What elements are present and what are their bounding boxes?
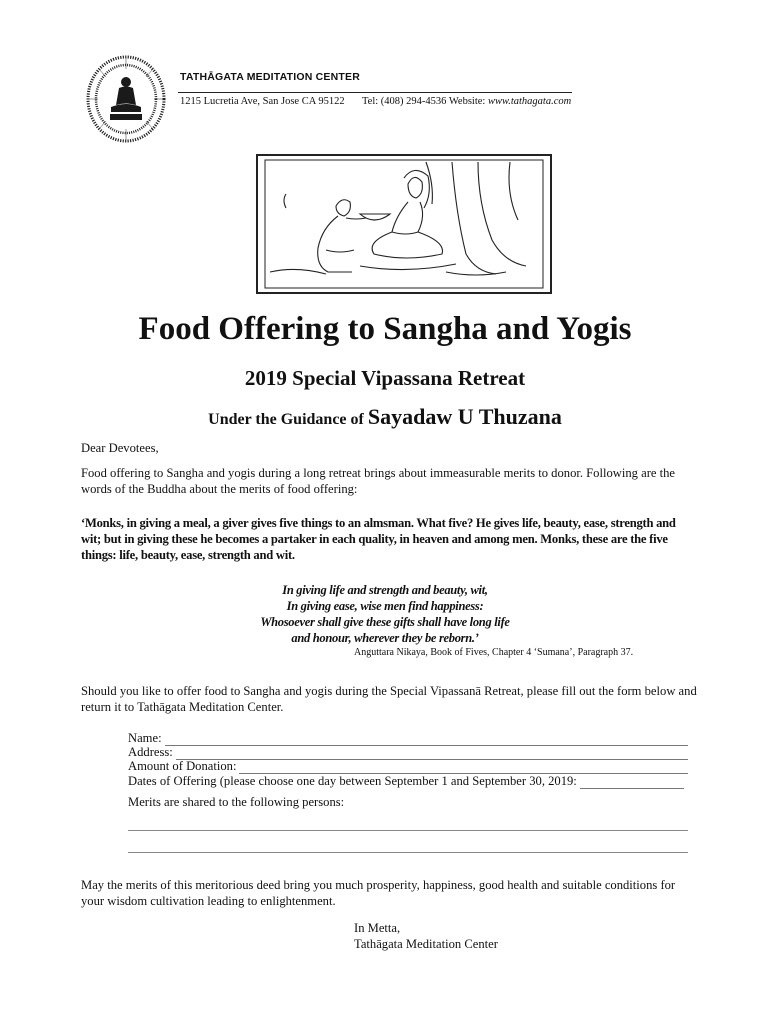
dates-field[interactable]	[580, 776, 684, 789]
address-label: Address:	[128, 745, 173, 759]
merits-row	[128, 792, 688, 810]
guidance-prefix: Under the Guidance of	[208, 411, 364, 428]
org-address: 1215 Lucretia Ave, San Jose CA 95122	[180, 96, 345, 107]
verse-line-3: Whosoever shall give these gifts shall have long life	[260, 615, 510, 629]
dates-label: Dates of Offering (please choose one day between September 1 and September 30, 2019:	[128, 774, 577, 788]
food-offering-illustration	[256, 154, 552, 294]
org-phone: Tel: (408) 294-4536 Website:	[362, 96, 486, 107]
teacher-name: Sayadaw U Thuzana	[367, 404, 562, 429]
signoff-line-2: Tathāgata Meditation Center	[354, 937, 498, 951]
form-instructions: Should you like to offer food to Sangha and yogis during the Special Vipassanā Retreat, please fill out the form below and return it to Tathāgata Meditation Center.	[81, 684, 697, 714]
salutation: Dear Devotees,	[81, 441, 159, 455]
guidance-line	[0, 404, 770, 430]
name-label: Name:	[128, 731, 162, 745]
org-contact	[362, 96, 571, 107]
retreat-subtitle: 2019 Special Vipassana Retreat	[244, 366, 526, 390]
offering-form	[128, 728, 688, 868]
dates-row	[128, 771, 688, 789]
closing-blessing: May the merits of this meritorious deed bring you much prosperity, happiness, good health and suitable conditions for your wisdom cultivation leading to enlightenment.	[81, 878, 676, 908]
verse-line-1: In giving life and strength and beauty, wit,	[282, 583, 488, 597]
page-title: Food Offering to Sangha and Yogis	[138, 311, 632, 347]
merits-label: Merits are shared to the following persons:	[128, 795, 345, 809]
signoff-line-1: In Metta,	[354, 921, 401, 935]
header-divider	[178, 92, 572, 93]
amount-label: Amount of Donation:	[128, 759, 237, 773]
verse-line-4: and honour, wherever they be reborn.’	[291, 631, 479, 645]
merits-field-line-1[interactable]	[128, 830, 688, 831]
org-name: TATHĀGATA MEDITATION CENTER	[180, 71, 360, 83]
intro-paragraph: Food offering to Sangha and yogis during a long retreat brings about immeasurable merits to donor. Following are the words of the Buddha about the merits of food offering:	[81, 466, 676, 496]
scripture-citation: Anguttara Nikaya, Book of Fives, Chapter 4 ‘Sumana’, Paragraph 37.	[354, 647, 634, 658]
buddha-logo-seal	[86, 55, 166, 143]
buddha-quote: ‘Monks, in giving a meal, a giver gives five things to an almsman. What five? He gives life, beauty, ease, strength and wit; but in giving these he becomes a partaker in each quality, in heaven and among men. Monks, these are the five things: life, beauty, ease, strength and wit.	[81, 516, 676, 562]
merits-field-line-2[interactable]	[128, 852, 688, 853]
org-website-link[interactable]: www.tathagata.com	[487, 96, 572, 107]
verse-line-2: In giving ease, wise men find happiness:	[286, 599, 484, 613]
